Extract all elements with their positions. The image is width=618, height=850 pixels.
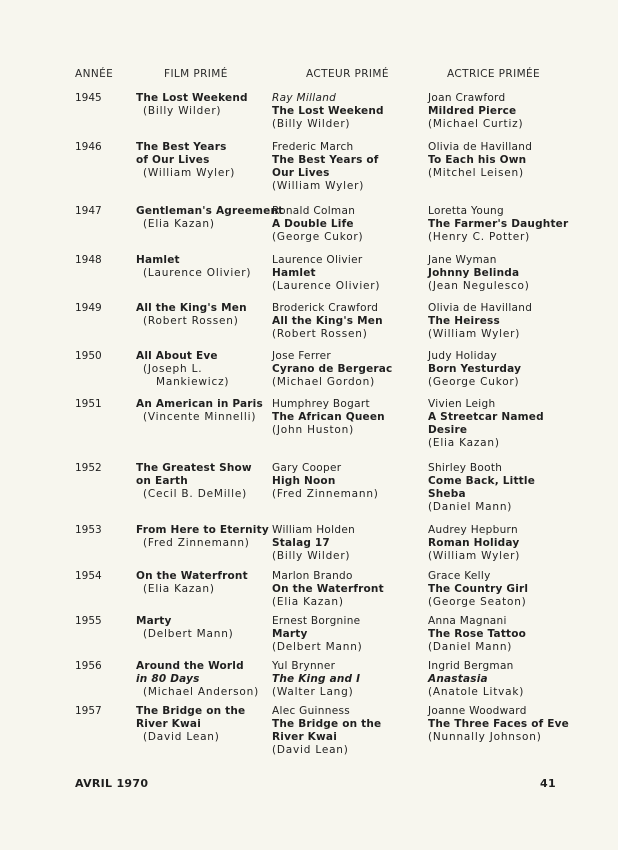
actress-cell (428, 462, 535, 514)
year-cell: 1946 (75, 141, 102, 153)
actress-line: Born Yesturday (428, 363, 522, 375)
actress-line: To Each his Own (428, 154, 527, 166)
column-header-actor: ACTEUR PRIMÉ (306, 68, 389, 80)
column-header-actress: ACTRICE PRIMÉE (447, 68, 541, 80)
actress-line: The Country Girl (428, 583, 529, 595)
actor-line: The King and I (272, 673, 361, 685)
film-line: (Robert Rossen) (143, 315, 239, 327)
actor-cell (272, 570, 384, 609)
actress-line: The Three Faces of Eve (428, 718, 569, 730)
film-line: The Best Years (136, 141, 227, 153)
actress-line: Sheba (428, 488, 466, 500)
film-line: (Elia Kazan) (143, 583, 215, 595)
actor-cell (272, 205, 363, 244)
actress-line: The Farmer's Daughter (428, 218, 569, 230)
actor-line: (David Lean) (272, 744, 349, 756)
film-line: On the Waterfront (136, 570, 248, 582)
actress-line: Roman Holiday (428, 537, 520, 549)
film-line: in 80 Days (136, 673, 200, 685)
actress-line: Vivien Leigh (428, 398, 496, 410)
actor-line: (Michael Gordon) (272, 376, 375, 388)
actor-cell (272, 524, 355, 563)
actor-line: Ronald Colman (272, 205, 356, 217)
film-line: (Laurence Olivier) (143, 267, 252, 279)
actor-line: Stalag 17 (272, 537, 330, 549)
actor-line: (Billy Wilder) (272, 118, 351, 130)
film-line: From Here to Eternity (136, 524, 269, 536)
actress-cell (428, 141, 532, 180)
actor-line: Alec Guinness (272, 705, 350, 717)
film-line: Mankiewicz) (156, 376, 230, 388)
actress-line: Ingrid Bergman (428, 660, 514, 672)
actor-line: A Double Life (272, 218, 354, 230)
film-line: on Earth (136, 475, 188, 487)
year-cell: 1952 (75, 462, 102, 474)
film-cell (136, 254, 251, 280)
film-cell (136, 570, 248, 596)
year-cell: 1957 (75, 705, 102, 717)
film-line: The Bridge on the (136, 705, 246, 717)
actor-line: (John Huston) (272, 424, 354, 436)
actress-line: Shirley Booth (428, 462, 503, 474)
actor-cell (272, 462, 379, 501)
actor-line: Laurence Olivier (272, 254, 363, 266)
year-cell: 1950 (75, 350, 102, 362)
film-line: Around the World (136, 660, 244, 672)
actor-line: All the King's Men (272, 315, 383, 327)
actress-line: Audrey Hepburn (428, 524, 518, 536)
film-cell (136, 660, 259, 699)
actress-line: Joan Crawford (428, 92, 506, 104)
film-line: of Our Lives (136, 154, 210, 166)
actor-line: High Noon (272, 475, 336, 487)
actress-line: Come Back, Little (428, 475, 536, 487)
column-header-year: ANNÉE (75, 68, 114, 80)
film-line: Marty (136, 615, 172, 627)
year-cell: 1947 (75, 205, 102, 217)
actress-line: (Daniel Mann) (428, 641, 513, 653)
year-cell: 1945 (75, 92, 102, 104)
actress-cell (428, 350, 521, 389)
film-cell (136, 302, 247, 328)
year-cell: 1953 (75, 524, 102, 536)
actor-line: (Fred Zinnemann) (272, 488, 379, 500)
actress-line: Anna Magnani (428, 615, 507, 627)
film-line: (Cecil B. DeMille) (143, 488, 248, 500)
actor-cell (272, 350, 392, 389)
actress-cell (428, 615, 526, 654)
actor-line: Humphrey Bogart (272, 398, 370, 410)
actress-line: (Elia Kazan) (428, 437, 500, 449)
actor-line: (Walter Lang) (272, 686, 354, 698)
actress-cell (428, 524, 520, 563)
actress-line: (George Seaton) (428, 596, 527, 608)
actor-line: The Best Years of (272, 154, 379, 166)
actor-line: Cyrano de Bergerac (272, 363, 393, 375)
actor-cell (272, 92, 384, 131)
actor-cell (272, 705, 381, 757)
actress-line: Olivia de Havilland (428, 141, 533, 153)
year-cell: 1949 (75, 302, 102, 314)
film-line: All the King's Men (136, 302, 247, 314)
year-cell: 1956 (75, 660, 102, 672)
film-line: (Elia Kazan) (143, 218, 215, 230)
actress-line: A Streetcar Named (428, 411, 544, 423)
actor-line: The Lost Weekend (272, 105, 384, 117)
film-line: The Lost Weekend (136, 92, 248, 104)
actor-line: On the Waterfront (272, 583, 384, 595)
actress-line: Loretta Young (428, 205, 504, 217)
film-line: (Vincente Minnelli) (143, 411, 257, 423)
actress-line: The Rose Tattoo (428, 628, 527, 640)
actor-line: Our Lives (272, 167, 330, 179)
actor-line: William Holden (272, 524, 356, 536)
year-cell: 1948 (75, 254, 102, 266)
actress-line: (Mitchel Leisen) (428, 167, 524, 179)
actress-line: Grace Kelly (428, 570, 491, 582)
actress-line: The Heiress (428, 315, 500, 327)
actor-line: Jose Ferrer (272, 350, 332, 362)
actor-line: The Bridge on the (272, 718, 382, 730)
actress-line: Johnny Belinda (428, 267, 520, 279)
actress-line: Joanne Woodward (428, 705, 527, 717)
actor-line: Broderick Crawford (272, 302, 379, 314)
film-cell (136, 205, 283, 231)
actress-line: (George Cukor) (428, 376, 520, 388)
film-cell (136, 350, 229, 389)
actor-line: Ernest Borgnine (272, 615, 361, 627)
actress-line: Judy Holiday (428, 350, 498, 362)
film-line: All About Eve (136, 350, 218, 362)
film-line: (Fred Zinnemann) (143, 537, 250, 549)
film-line: (Billy Wilder) (143, 105, 222, 117)
actor-line: Marty (272, 628, 308, 640)
year-cell: 1951 (75, 398, 102, 410)
actress-cell (428, 302, 532, 341)
actor-cell (272, 141, 379, 193)
film-line: An American in Paris (136, 398, 263, 410)
actress-cell (428, 660, 524, 699)
actress-line: Jane Wyman (428, 254, 497, 266)
actor-line: River Kwai (272, 731, 338, 743)
actor-line: Frederic March (272, 141, 354, 153)
actor-line: Yul Brynner (272, 660, 336, 672)
film-line: (Michael Anderson) (143, 686, 259, 698)
actress-line: (William Wyler) (428, 550, 521, 562)
actor-cell (272, 302, 383, 341)
actor-line: Marlon Brando (272, 570, 353, 582)
actor-line: The African Queen (272, 411, 385, 423)
film-line: Gentleman's Agreement (136, 205, 284, 217)
film-line: (Joseph L. (143, 363, 203, 375)
actress-line: (William Wyler) (428, 328, 521, 340)
actor-line: (William Wyler) (272, 180, 365, 192)
actress-line: (Henry C. Potter) (428, 231, 531, 243)
actor-line: (Billy Wilder) (272, 550, 351, 562)
actress-line: (Michael Curtiz) (428, 118, 524, 130)
film-line: (Delbert Mann) (143, 628, 234, 640)
film-cell (136, 92, 248, 118)
film-cell (136, 524, 269, 550)
actor-cell (272, 398, 385, 437)
film-cell (136, 141, 235, 180)
film-cell (136, 462, 252, 501)
actor-line: Hamlet (272, 267, 316, 279)
actress-line: (Nunnally Johnson) (428, 731, 542, 743)
film-cell (136, 398, 263, 424)
film-line: Hamlet (136, 254, 180, 266)
actress-cell (428, 705, 569, 744)
actress-line: (Jean Negulesco) (428, 280, 530, 292)
actress-cell (428, 205, 568, 244)
actress-cell (428, 570, 528, 609)
actor-cell (272, 254, 380, 293)
actress-line: (Daniel Mann) (428, 501, 513, 513)
issue-date: AVRIL 1970 (75, 777, 149, 790)
column-header-film: FILM PRIMÉ (164, 68, 228, 80)
actress-line: Olivia de Havilland (428, 302, 533, 314)
actor-line: Gary Cooper (272, 462, 342, 474)
film-cell (136, 615, 234, 641)
actress-line: Desire (428, 424, 468, 436)
actress-cell (428, 254, 530, 293)
film-cell (136, 705, 245, 744)
actress-line: Mildred Pierce (428, 105, 517, 117)
film-line: The Greatest Show (136, 462, 252, 474)
actress-cell (428, 398, 544, 450)
actor-line: (Laurence Olivier) (272, 280, 381, 292)
actor-line: (Elia Kazan) (272, 596, 344, 608)
actress-line: (Anatole Litvak) (428, 686, 525, 698)
film-line: (William Wyler) (143, 167, 236, 179)
actress-cell (428, 92, 523, 131)
year-cell: 1955 (75, 615, 102, 627)
page-number: 41 (540, 777, 556, 790)
actor-cell (272, 660, 360, 699)
actor-line: (Robert Rossen) (272, 328, 368, 340)
actor-line: (Delbert Mann) (272, 641, 363, 653)
actor-cell (272, 615, 363, 654)
actor-line: (George Cukor) (272, 231, 364, 243)
actor-line: Ray Milland (272, 92, 337, 104)
year-cell: 1954 (75, 570, 102, 582)
actress-line: Anastasia (428, 673, 488, 685)
film-line: River Kwai (136, 718, 202, 730)
film-line: (David Lean) (143, 731, 220, 743)
